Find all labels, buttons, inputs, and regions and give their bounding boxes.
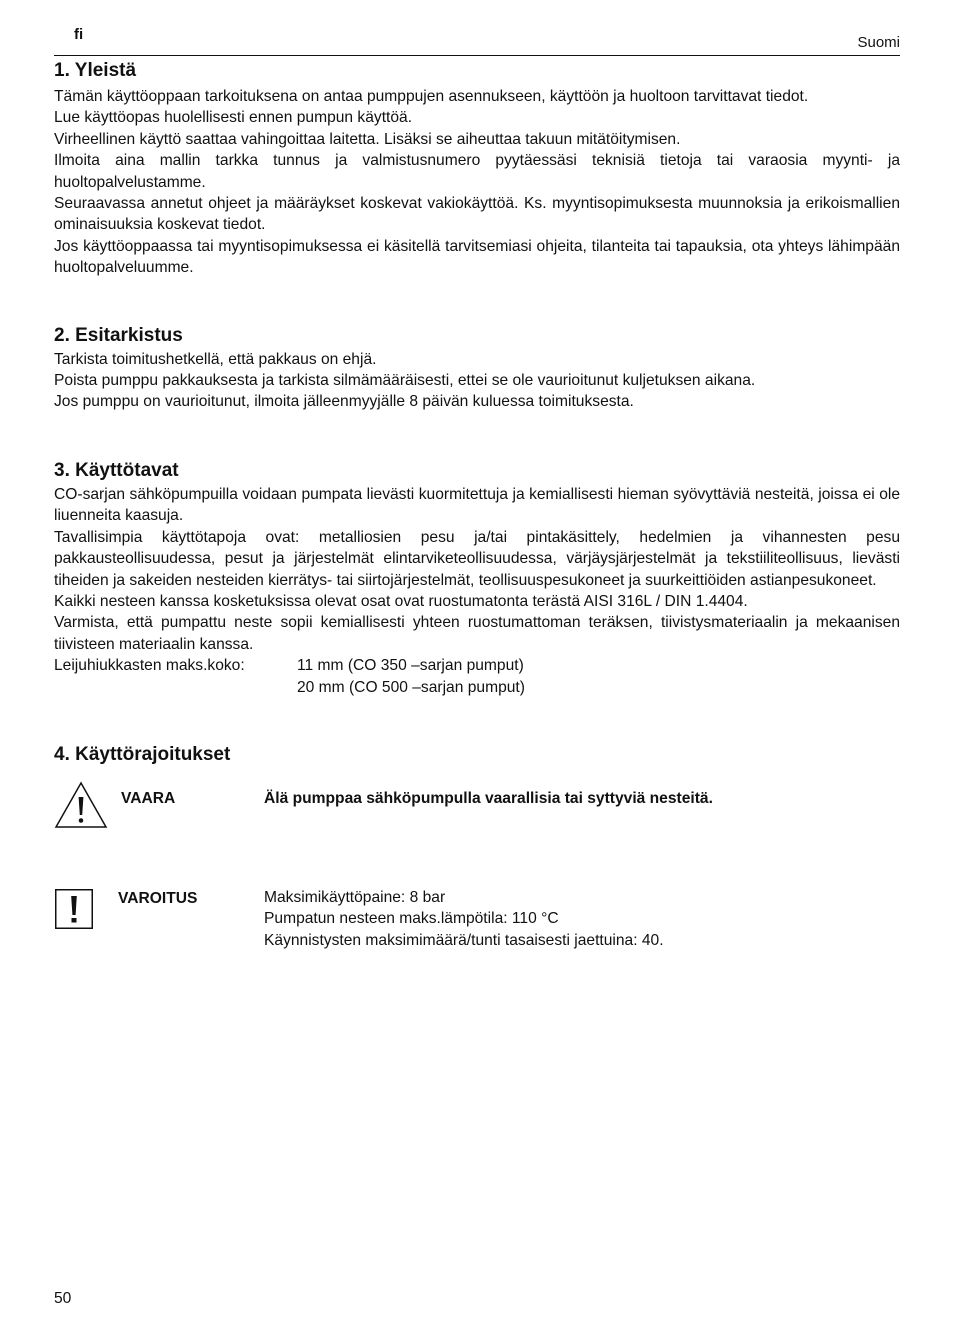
section-heading-applications: 3. Käyttötavat [54, 459, 179, 481]
paragraph: Poista pumppu pakkauksesta ja tarkista silmämääräisesti, ettei se ole vaurioitunut kuljetuksen aikana. [54, 372, 756, 390]
paragraph: Seuraavassa annetut ohjeet ja määräykset koskevat vakiokäyttöä. Ks. myyntisopimuksesta muunnoksia ja erikoismallien ominaisuuksia koskevat tiedot. [54, 195, 900, 234]
danger-keyword: VAARA [121, 789, 176, 807]
header-divider [54, 55, 900, 56]
language-code: fi [74, 26, 84, 43]
spec-label: Leijuhiukkasten maks.koko: [54, 657, 245, 675]
paragraph: Ilmoita aina mallin tarkka tunnus ja valmistusnumero pyytäessäsi teknisiä tietoja tai varaosia myynti- ja huoltopalvelustamme. [54, 152, 900, 191]
section-heading-general: 1. Yleistä [54, 60, 137, 81]
spec-value: 20 mm (CO 500 –sarjan pumput) [297, 678, 525, 696]
paragraph: Lue käyttöopas huolellisesti ennen pumpun käyttöä. [54, 109, 413, 127]
danger-notice [54, 781, 900, 841]
caution-limits [264, 887, 664, 951]
paragraph: Tämän käyttöoppaan tarkoituksena on antaa pumppujen asennukseen, käyttöön ja huoltoon tarvittavat tiedot. [54, 88, 809, 105]
section-heading-limitations: 4. Käyttörajoitukset [54, 743, 231, 765]
paragraph: Varmista, että pumpattu neste sopii kemiallisesti yhteen ruostumattoman teräksen, tiivistysmateriaalin ja mekaanisen tiivisteen materiaalin kanssa. [54, 614, 900, 653]
paragraph: Virheellinen käyttö saattaa vahingoittaa laitetta. Lisäksi se aiheuttaa takuun mitätöitymisen. [54, 130, 681, 148]
caution-notice [54, 883, 900, 953]
paragraph: CO-sarjan sähköpumpuilla voidaan pumpata lievästi kuormitettuja ja kemiallisesti hieman syövyttäviä nesteitä, joissa ei ole liuenneita kaasuja. [54, 485, 900, 525]
exclamation-box-icon [55, 889, 93, 934]
section-general-body [54, 86, 900, 279]
limit-line: Pumpatun nesteen maks.lämpötila: 110 °C [264, 910, 559, 928]
paragraph: Tarkista toimitushetkellä, että pakkaus on ehjä. [54, 350, 377, 368]
header-language-title: Suomi [857, 34, 900, 51]
paragraph: Jos käyttöoppaassa tai myyntisopimuksessa ei käsitellä tarvitsemiasi ohjeita, tilanteita tai tapauksia, ota yhteys lähimpään huoltopalveluumme. [54, 237, 900, 277]
paragraph: Tavallisimpia käyttötapoja ovat: metalliosien pesu ja/tai pintakäsittely, hedelmien ja vihannesten pesu pakkausteollisuudessa, pesut ja järjestelmät elintarviketeollisuudessa, värjäysjärjestelmät ja tekstiiliteollisuus, lievästi tiheiden ja sakeiden nesteiden kierrätys- tai siirtojärjestelmät, teollisuuspesukoneet ja suurkeittiöiden astianpesukoneet. [54, 528, 900, 589]
paragraph: Jos pumppu on vaurioitunut, ilmoita jälleenmyyjälle 8 päivän kuluessa toimituksesta. [54, 393, 634, 411]
spec-value: 11 mm (CO 350 –sarjan pumput) [297, 657, 524, 675]
particle-size-spec [54, 655, 900, 676]
page-content [54, 58, 900, 953]
caution-keyword: VAROITUS [118, 889, 198, 907]
limit-line: Maksimikäyttöpaine: 8 bar [264, 888, 446, 906]
section-applications-body [54, 484, 900, 698]
paragraph: Kaikki nesteen kanssa kosketuksissa olevat osat ovat ruostumatonta terästä AISI 316L / DIN 1.4404. [54, 592, 748, 610]
danger-triangle-icon [54, 781, 108, 834]
danger-text: Älä pumppaa sähköpumpulla vaarallisia tai syttyviä nesteitä. [264, 789, 713, 807]
particle-size-spec [54, 677, 900, 698]
section-inspection-body [54, 349, 900, 413]
limit-line: Käynnistysten maksimimäärä/tunti tasaisesti jaettuina: 40. [264, 931, 664, 949]
section-heading-inspection: 2. Esitarkistus [54, 324, 183, 346]
page-number: 50 [54, 1290, 72, 1307]
